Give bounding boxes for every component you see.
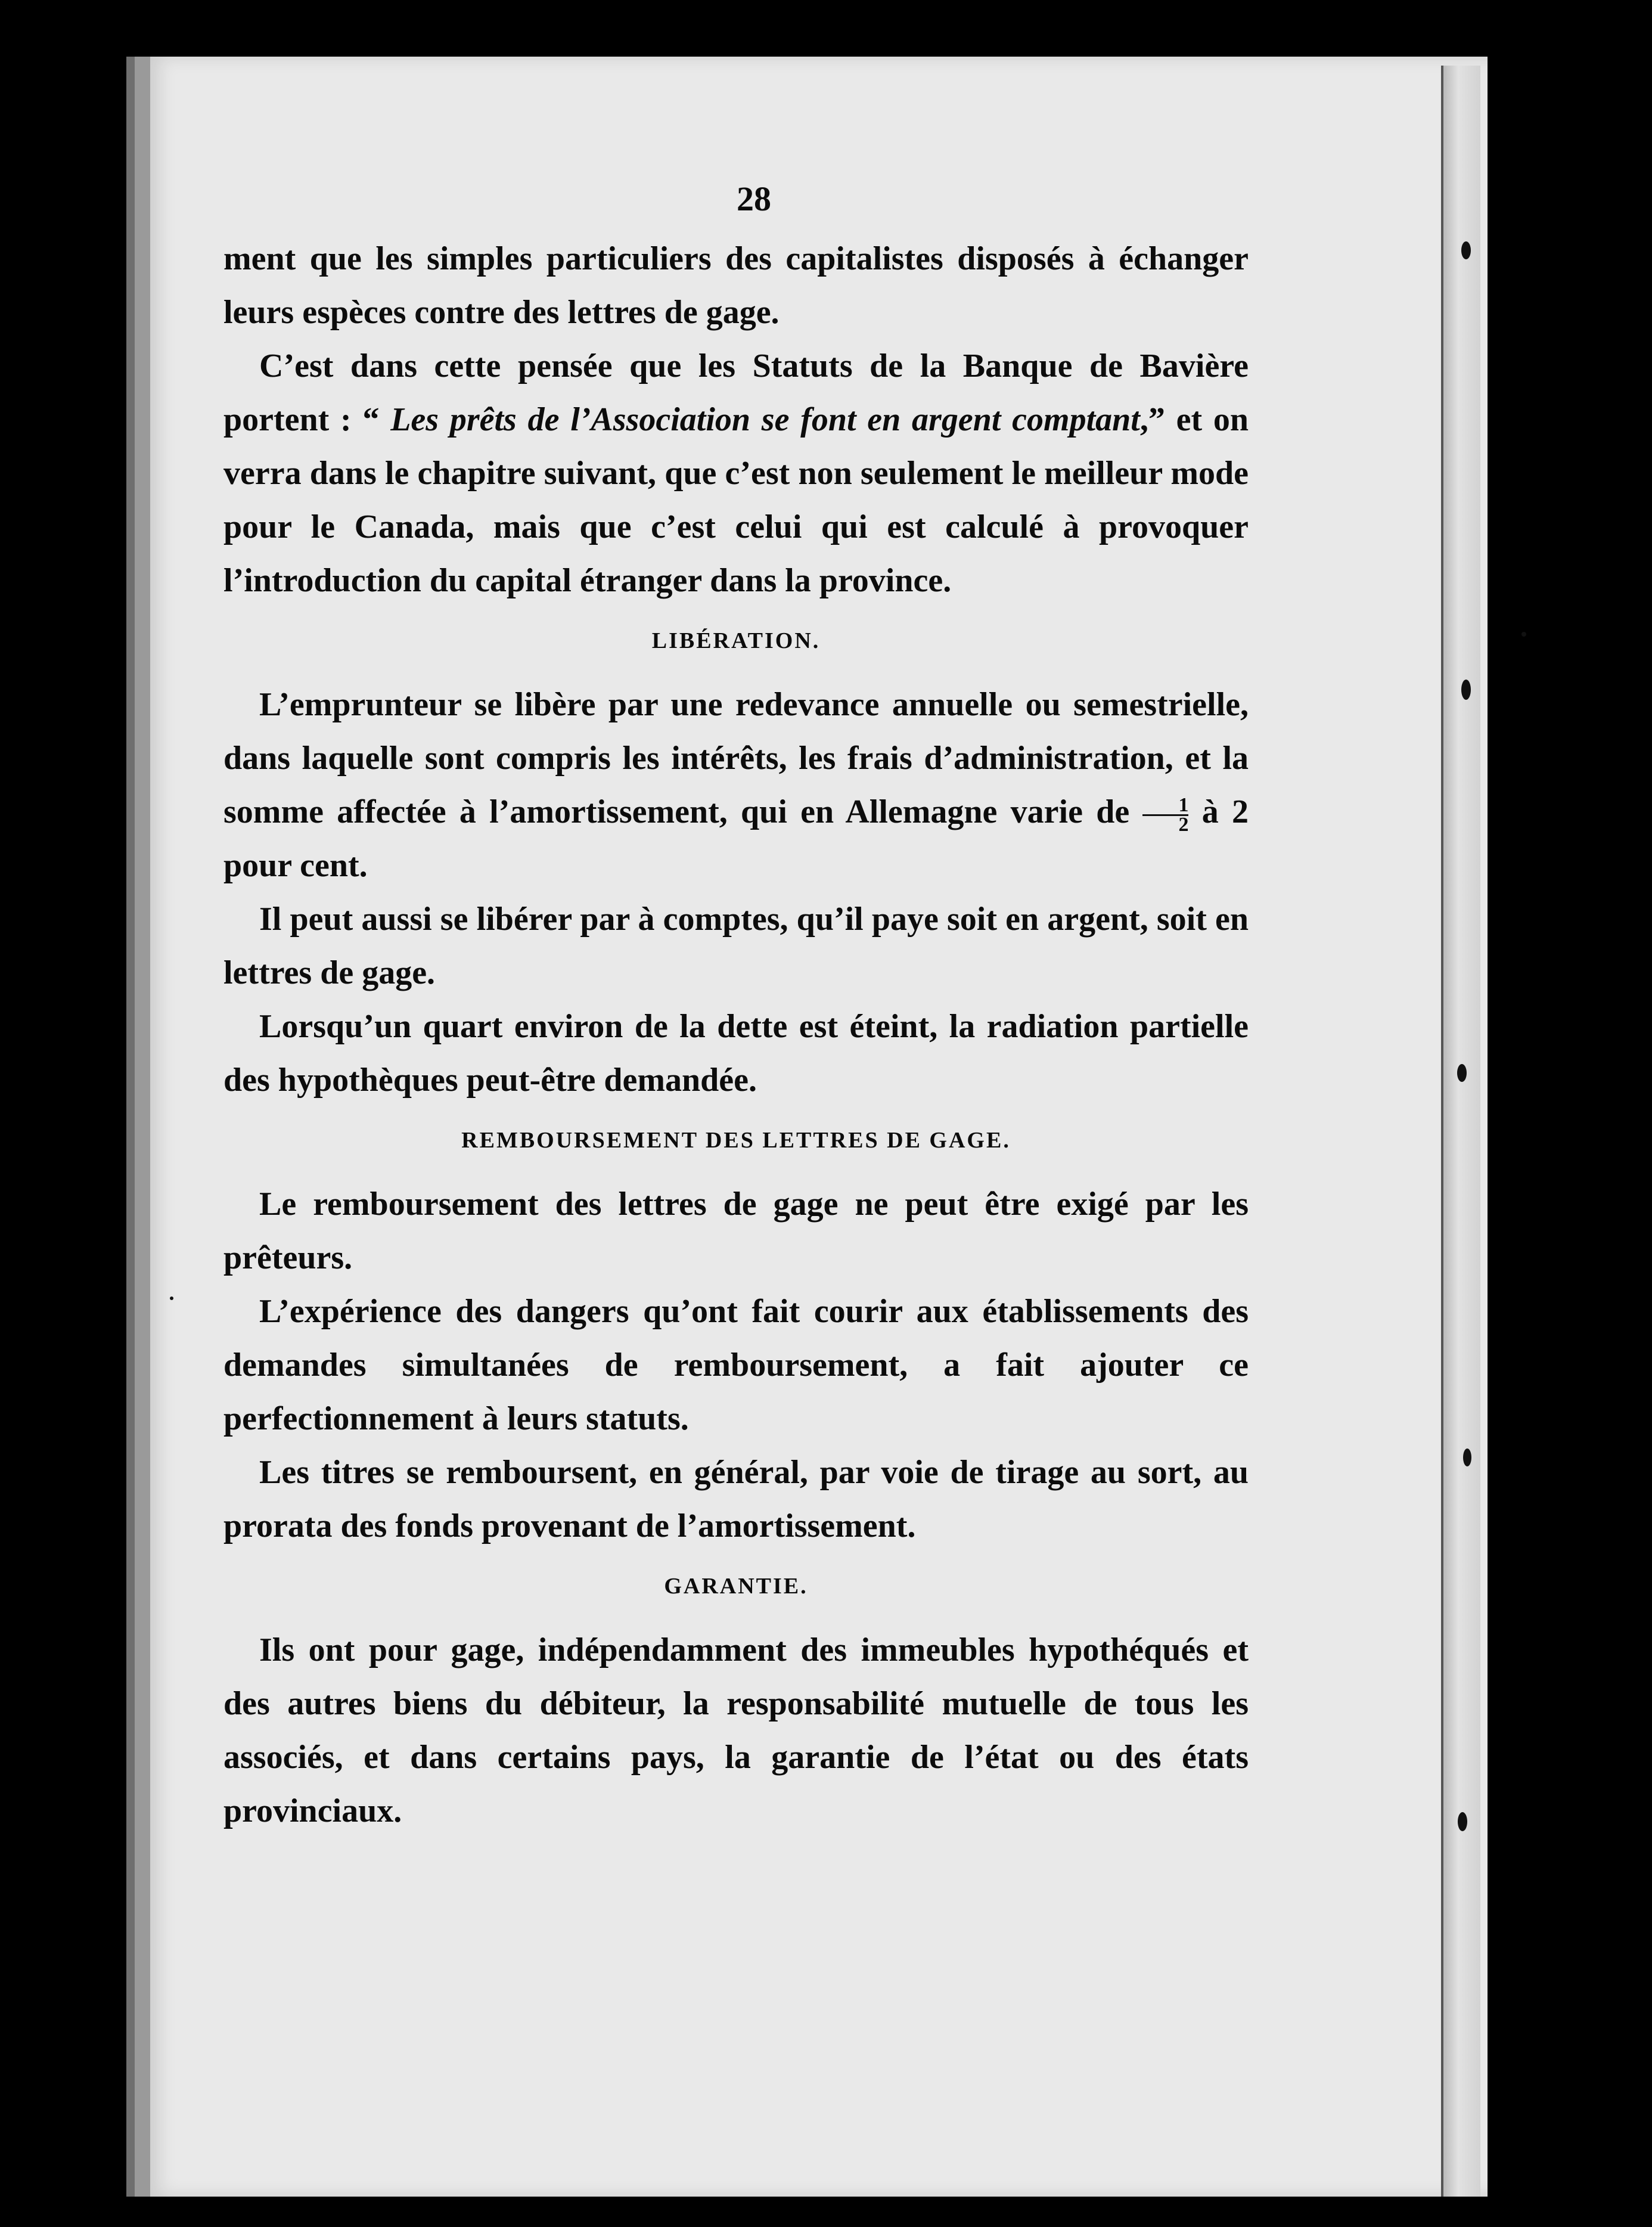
liberation-paragraph-1 <box>223 678 1249 892</box>
garantie-paragraph-1: Ils ont pour gage, indépendamment des immeubles hypothéqués et des autres biens du débiteur, la responsabilité mutuelle de tous les associés, et dans certains pays, la garantie de l’état ou des états provinciaux. <box>223 1632 1249 1829</box>
remboursement-paragraph-1: Le remboursement des lettres de gage ne peut être exigé par les prêteurs. <box>223 1186 1249 1276</box>
liberation-paragraph-3: Lorsqu’un quart environ de la dette est éteint, la radiation partielle des hypothèques peut-être demandée. <box>223 1008 1249 1099</box>
remboursement-paragraph-3: Les titres se remboursent, en général, par voie de tirage au sort, au prorata des fonds provenant de l’amortissement. <box>223 1454 1249 1544</box>
scan-speck <box>1521 632 1526 637</box>
next-page-edge <box>1441 66 1480 2197</box>
liberation-p1-tail: à 2 pour cent. <box>223 793 1249 884</box>
paragraph-1: ment que les simples particuliers des capitalistes disposés à échanger leurs espèces contre des lettres de gage. <box>223 240 1249 331</box>
liberation-paragraph-2: Il peut aussi se libérer par à comptes, qu’il paye soit en argent, soit en lettres de gage. <box>223 901 1249 991</box>
scan-speck <box>1461 241 1471 259</box>
section-heading-garantie: GARANTIE. <box>664 1574 808 1599</box>
scan-speck <box>1461 680 1471 700</box>
page-text-block <box>223 179 1249 1838</box>
scan-speck <box>170 1297 173 1300</box>
paragraph-2-intro: C’est dans cette pensée que les Statuts de la Banque de Bavière portent : “ <box>223 348 1249 438</box>
paragraph-2 <box>223 339 1249 607</box>
scan-speck <box>1458 1812 1467 1831</box>
section-heading-liberation: LIBÉRATION. <box>651 628 821 653</box>
paragraph-2-outro: ,” et on verra dans le chapitre suivant, que c’est non seulement le meilleur mode pour le Canada, mais que c’est celui qui est calculé à provoquer l’introduction du capital étranger dans la province. <box>223 401 1249 599</box>
scan-speck <box>1463 1449 1471 1466</box>
scan-speck <box>1457 1064 1467 1082</box>
fraction-numerator: 1 <box>1178 793 1189 816</box>
fraction-one-half <box>1142 793 1189 836</box>
fraction-denominator: 2 <box>1142 814 1188 834</box>
liberation-p1-text: L’emprunteur se libère par une redevance annuelle ou semestrielle, dans laquelle sont compris les intérêts, les frais d’administration, et la somme affectée à l’amortissement, qui en Allemagne varie de <box>223 686 1249 830</box>
page-number: 28 <box>737 179 771 218</box>
section-heading-remboursement: REMBOURSEMENT DES LETTRES DE GAGE. <box>461 1128 1011 1153</box>
remboursement-paragraph-2: L’expérience des dangers qu’ont fait courir aux établissements des demandes simultanées de remboursement, a fait ajouter ce perfectionnement à leurs statuts. <box>223 1293 1249 1437</box>
quoted-statute: Les prêts de l’Association se font en argent comptant <box>390 401 1140 438</box>
